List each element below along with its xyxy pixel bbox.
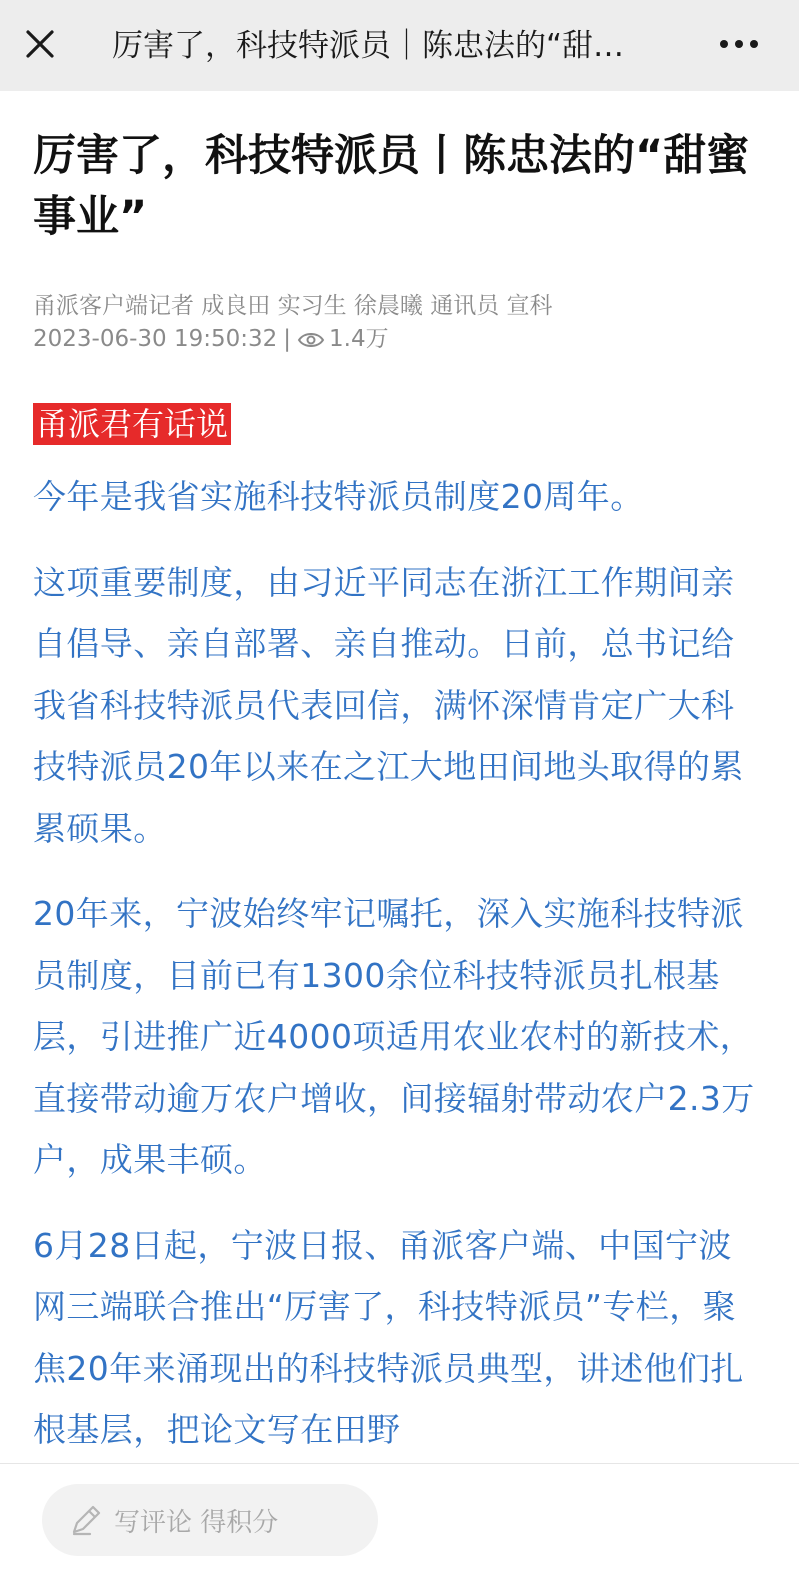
close-button[interactable] xyxy=(18,22,62,66)
top-navigation-bar xyxy=(0,0,799,91)
paragraph: 这项重要制度，由习近平同志在浙江工作期间亲自倡导、亲自部署、亲自推动。日前，总书记给我省科技特派员代表回信，满怀深情肯定广大科技特派员20年以来在之江大地田间地头取得的累累硕果。 xyxy=(33,562,744,848)
publish-datetime: 2023-06-30 19:50:32 xyxy=(33,326,278,352)
article-meta xyxy=(33,290,765,356)
comment-placeholder: 写评论 得积分 xyxy=(114,1507,279,1538)
editor-note-tag: 甬派君有话说 xyxy=(33,403,231,445)
pencil-icon xyxy=(68,1502,104,1538)
publish-info xyxy=(33,323,765,356)
close-icon xyxy=(18,22,62,66)
article-body xyxy=(33,91,765,1461)
paragraph: 6月28日起，宁波日报、甬派客户端、中国宁波网三端联合推出“厉害了，科技特派员”专栏，聚焦20年来涌现出的科技特派员典型，讲述他们扎根基层，把论文写在田野 xyxy=(33,1225,744,1449)
eye-icon xyxy=(297,330,325,350)
meta-separator: | xyxy=(283,326,292,352)
comment-input[interactable] xyxy=(42,1484,378,1556)
author-line: 甬派客户端记者 成良田 实习生 徐晨曦 通讯员 宣科 xyxy=(33,293,553,319)
view-count: 1.4万 xyxy=(329,326,389,352)
window-title: 厉害了，科技特派员｜陈忠法的“甜… xyxy=(112,28,625,64)
more-icon xyxy=(714,24,764,64)
paragraph: 20年来，宁波始终牢记嘱托，深入实施科技特派员制度，目前已有1300余位科技特派员扎根基层，引进推广近4000项适用农业农村的新技术，直接带动逾万农户增收，间接辐射带动农户2.3万户，成果丰硕。 xyxy=(33,894,755,1179)
article-headline: 厉害了，科技特派员丨陈忠法的“甜蜜事业” xyxy=(33,131,750,242)
more-options-button[interactable] xyxy=(714,24,764,64)
paragraph: 今年是我省实施科技特派员制度20周年。 xyxy=(33,477,644,516)
bottom-comment-bar xyxy=(0,1463,799,1580)
